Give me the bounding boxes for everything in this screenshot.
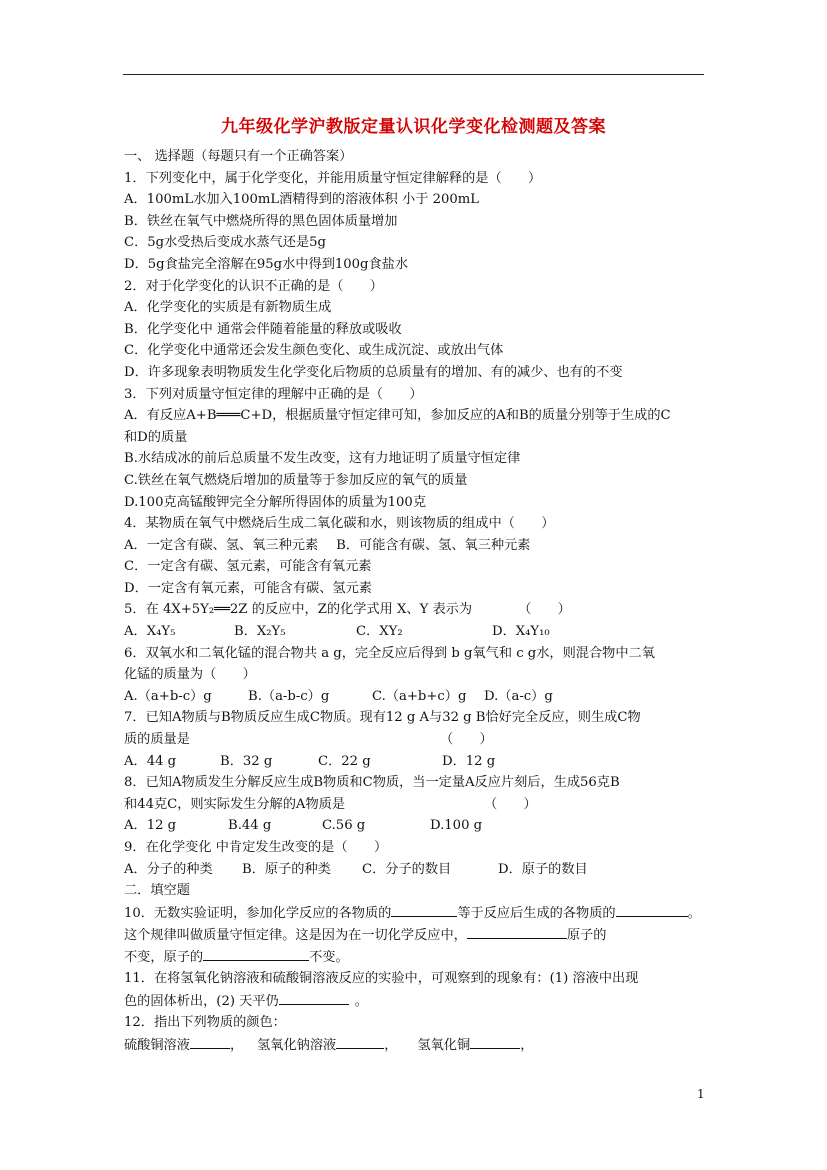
q8-stem-line2	[124, 794, 744, 816]
q11-line1: 11．在将氢氧化钠溶液和硫酸铜溶液反应的实验中，可观察到的现象有：(1) 溶液中出现	[124, 970, 639, 986]
q1-option-a: A．100mL水加入100mL酒精得到的溶液体积 小于 200mL	[124, 192, 480, 208]
q10-text-7: 不变。	[309, 949, 349, 965]
q2-option-b: B．化学变化中 通常会伴随着能量的释放或吸收	[124, 321, 402, 337]
q5-option-c: C．XY₂	[356, 624, 403, 640]
q1-option-b: B．铁丝在氧气中燃烧所得的黑色固体质量增加	[124, 213, 398, 229]
q4-option-b: B．可能含有碳、氢、氧三种元素	[336, 537, 531, 553]
q4-option-d: D．一定含有氧元素，可能含有碳、氢元素	[124, 580, 372, 596]
q10-line1	[124, 902, 744, 924]
q10-text-3: 。	[687, 905, 701, 921]
q5-options	[124, 621, 744, 643]
q10-text-4: 这个规律叫做质量守恒定律。这是因为在一切化学反应中，	[124, 927, 467, 943]
q2-option-c: C．化学变化中通常还会发生颜色变化、或生成沉淀、或放出气体	[124, 343, 504, 359]
page-number: 1	[697, 1087, 705, 1101]
q10-text-6: 不变，原子的	[124, 949, 204, 965]
q11-text-3: 。	[354, 993, 368, 1009]
q9-stem: 9．在化学变化 中肯定发生改变的是（ ）	[124, 840, 388, 855]
q12-comma-2: ，	[384, 1037, 398, 1053]
q5-paren: （ ）	[518, 602, 571, 618]
q8-option-b: B.44 g	[228, 818, 272, 834]
q7-stem-line2	[124, 729, 744, 751]
q7-options	[124, 751, 744, 773]
q2-stem: 2．对于化学变化的认识不正确的是（ ）	[124, 278, 383, 294]
q9-option-a: A．分子的种类	[124, 861, 213, 877]
q5-stem: 5．在 4X+5Y₂══2Z 的反应中，Z的化学式用 X、Y 表示为	[124, 602, 473, 618]
q3-option-d: D.100克高锰酸钾完全分解所得固体的质量为100克	[124, 494, 427, 510]
q1-stem: 1．下列变化中，属于化学变化，并能用质量守恒定律解释的是（ ）	[124, 170, 542, 186]
document-body	[124, 146, 744, 1056]
q10-blank-3[interactable]	[467, 924, 567, 939]
q10-blank-4[interactable]	[203, 946, 309, 961]
header-rule	[123, 74, 704, 75]
q10-text-5: 原子的	[566, 927, 607, 943]
page-title: 九年级化学沪教版定量认识化学变化检测题及答案	[221, 117, 606, 137]
q6-stem-line2: 化锰的质量为（ ）	[124, 667, 256, 683]
q6-option-a: A.（a+b-c）g	[124, 688, 212, 704]
q10-text-1: 10．无数实验证明，参加化学反应的各物质的	[124, 905, 392, 921]
q5-option-d: D．X₄Y₁₀	[492, 624, 550, 640]
q12-item-3: 氢氧化铜	[417, 1037, 471, 1053]
q8-stem-line1: 8．已知A物质发生分解反应生成B物质和C物质，当一定量A反应片刻后，生成56克B	[124, 775, 620, 791]
q4-stem: 4．某物质在氧气中燃烧后生成二氧化碳和水，则该物质的组成中（ ）	[124, 516, 555, 532]
q6-option-d: D.（a-c）g	[484, 688, 553, 704]
q5-option-b: B．X₂Y₅	[234, 624, 286, 640]
q7-stem-line1: 7．已知A物质与B物质反应生成C物质。现有12 g A与32 g B恰好完全反应，则生成C物	[124, 710, 641, 726]
q9-option-b: B．原子的种类	[242, 861, 331, 877]
q5-option-a: A．X₄Y₅	[124, 624, 176, 640]
q12-blank-3[interactable]	[470, 1034, 520, 1049]
q5-stem-line	[124, 599, 744, 621]
q11-blank-1[interactable]	[279, 990, 349, 1005]
q7-option-c: C．22 g	[318, 753, 371, 769]
q7-option-b: B．32 g	[220, 753, 273, 769]
q8-options	[124, 815, 744, 837]
q1-option-c: C．5g水受热后变成水蒸气还是5g	[124, 235, 327, 251]
q8-option-c: C.56 g	[322, 818, 366, 834]
q7-option-d: D．12 g	[442, 753, 496, 769]
q12-blank-2[interactable]	[336, 1034, 384, 1049]
q12-blank-1[interactable]	[190, 1034, 230, 1049]
q3-stem: 3．下列对质量守恒定律的理解中正确的是（ ）	[124, 386, 423, 402]
q6-option-b: B.（a-b-c）g	[248, 688, 330, 704]
q1-option-d: D．5g食盐完全溶解在95g水中得到100g食盐水	[124, 256, 409, 272]
q3-option-b: B.水结成冰的前后总质量不发生改变，这有力地证明了质量守恒定律	[124, 451, 521, 467]
q10-blank-2[interactable]	[616, 902, 688, 917]
q3-option-a-line1: A．有反应A+B═══C+D，根据质量守恒定律可知，参加反应的A和B的质量分别等于生成的C	[124, 408, 671, 424]
q3-option-c: C.铁丝在氧气燃烧后增加的质量等于参加反应的氧气的质量	[124, 472, 468, 488]
q4-option-a: A．一定含有碳、氢、氧三种元素	[124, 537, 319, 553]
q11-text-2: 色的固体析出，(2) 天平仍	[124, 993, 279, 1009]
q8-option-d: D.100 g	[430, 818, 483, 834]
q9-option-c: C．分子的数目	[362, 861, 452, 877]
q12-comma-1: ，	[229, 1037, 244, 1053]
q6-options	[124, 686, 744, 708]
q10-line3	[124, 946, 744, 968]
q6-option-c: C.（a+b+c）g	[372, 688, 467, 704]
q11-line2	[124, 990, 744, 1012]
q4-options-ab	[124, 535, 744, 557]
q7-option-a: A．44 g	[124, 753, 177, 769]
q12-stem: 12．指出下列物质的颜色：	[124, 1014, 286, 1030]
q9-option-d: D．原子的数目	[498, 861, 588, 877]
q4-option-c: C．一定含有碳、氢元素，可能含有氧元素	[124, 559, 372, 575]
section-heading-fill: 二．填空题	[124, 883, 190, 899]
q12-item-2: 氢氧化钠溶液	[257, 1037, 337, 1053]
q7-stem-line2-text: 质的质量是	[124, 732, 190, 748]
q12-comma-3: ，	[520, 1037, 534, 1053]
q6-stem-line1: 6．双氧水和二氧化锰的混合物共 a g，完全反应后得到 b g氧气和 c g水，则混合物中二氧	[124, 645, 655, 661]
q3-option-a-line2: 和D的质量	[124, 429, 188, 445]
q7-paren: （ ）	[440, 732, 493, 748]
q8-option-a: A．12 g	[124, 818, 177, 834]
q12-item-1: 硫酸铜溶液	[124, 1037, 190, 1053]
q8-stem-line2-text: 和44克C，则实际发生分解的A物质是	[124, 796, 346, 812]
q2-option-d: D．许多现象表明物质发生化学变化后物质的总质量有的增加、有的减少、也有的不变	[124, 364, 623, 380]
q10-blank-1[interactable]	[391, 902, 457, 917]
q10-text-2: 等于反应后生成的各物质的	[457, 905, 616, 921]
q12-items	[124, 1034, 744, 1056]
q8-paren: （ ）	[484, 796, 537, 812]
q2-option-a: A．化学变化的实质是有新物质生成	[124, 300, 332, 316]
q9-options	[124, 859, 744, 881]
section-heading-choice: 一、 选择题（每题只有一个正确答案）	[124, 149, 353, 164]
q10-line2	[124, 924, 744, 946]
